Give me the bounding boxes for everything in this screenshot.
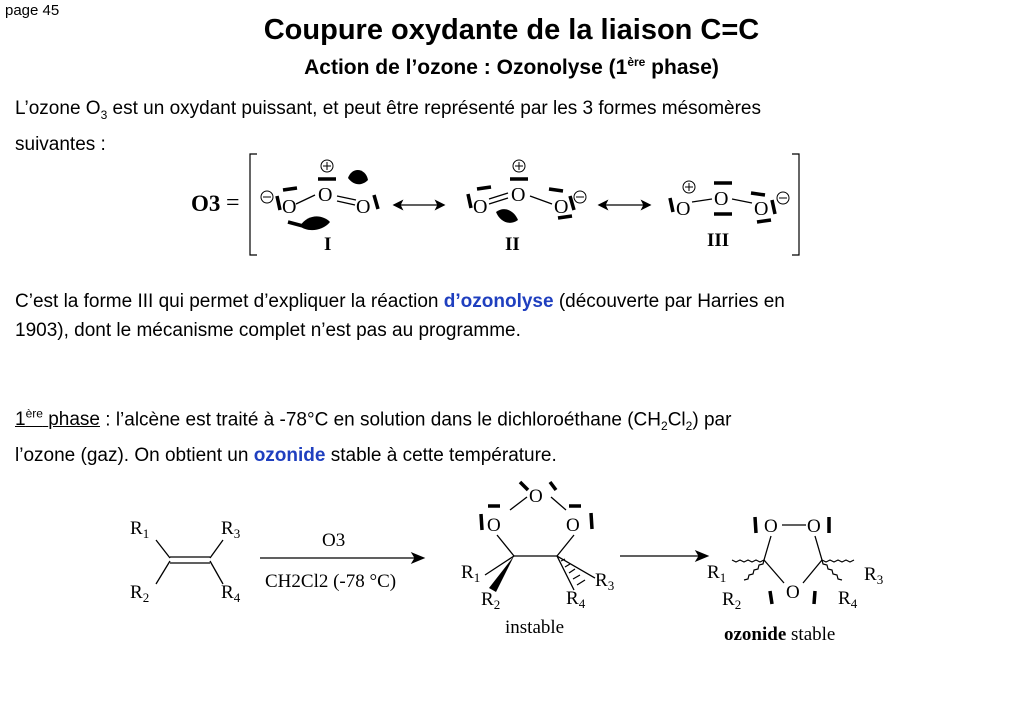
svg-text:O: O [318, 184, 333, 206]
svg-text:R1: $R_1$ [461, 562, 481, 585]
label-II: II [505, 234, 520, 255]
form-III [670, 181, 789, 251]
label-III: III [707, 230, 730, 251]
svg-text:R2: $R_2$ [481, 589, 501, 612]
svg-text:O: O [807, 516, 821, 537]
svg-text:O: O [356, 196, 371, 218]
svg-text:R3: $R_3$ [595, 570, 615, 593]
form-I [261, 160, 378, 255]
page-subtitle: Action de l’ozone : Ozonolyse (1ère phase) [304, 55, 719, 79]
svg-text:R2: $R_2$ [130, 582, 150, 605]
resonance-arrow-1 [394, 201, 444, 209]
svg-text:R1: $R_1$ [130, 518, 150, 541]
page-title: Coupure oxydante de la liaison C=C [263, 14, 760, 46]
svg-text:R3: $R_3$ [864, 564, 884, 587]
right-bracket [792, 154, 799, 255]
left-bracket [250, 154, 257, 255]
o3-formula: O3 [191, 191, 221, 216]
svg-text:O: O [764, 516, 778, 537]
resonance-arrow-2 [599, 201, 650, 209]
svg-text:R4: $R_4$ [221, 582, 241, 605]
svg-text:O: O [754, 198, 769, 220]
intro-paragraph: L’ozone $O_3$ est un oxydant puissant, et peut être représenté par les 3 formes mésomères suivantes : [15, 98, 761, 155]
label-I: I [324, 234, 332, 255]
svg-text:O: O [529, 486, 543, 507]
form-II [468, 160, 586, 255]
svg-text:O: O [676, 198, 691, 220]
reaction-arrow-2 [620, 551, 708, 561]
ozonide-stable-label: ozonide stable [724, 624, 836, 645]
page-number: page 45 [5, 2, 60, 19]
molozonide [461, 482, 614, 638]
svg-text:O: O [487, 515, 501, 536]
svg-text:O: O [282, 196, 297, 218]
svg-text:O: O [566, 515, 580, 536]
reagent-label: O3 [322, 530, 346, 551]
conditions-label: CH2Cl2 (-78 °C) [265, 571, 397, 592]
reaction-arrow-1 [260, 530, 424, 592]
svg-text:O: O [511, 184, 526, 206]
phase-paragraph: 1ère phase : l’alcène est traité à -78°C en solution dans le dichloroéthane $(CH_2Cl_2)$ par l’ozone (gaz). On obtient un ozonide stable à cette température. [15, 407, 732, 467]
svg-text:O: O [554, 196, 569, 218]
alkene [130, 518, 241, 605]
ozonolyse-highlight: d’ozonolyse [443, 291, 554, 312]
ozone-mesomers [191, 154, 799, 255]
ozonide [707, 516, 883, 645]
equals-sign: = [226, 190, 240, 216]
svg-text:R3: $R_3$ [221, 518, 241, 541]
svg-text:R4: $R_4$ [838, 588, 858, 611]
svg-text:O: O [786, 582, 800, 603]
svg-text:R4: $R_4$ [566, 588, 586, 611]
reaction-scheme [130, 482, 883, 645]
ozonide-highlight: ozonide [253, 445, 326, 467]
forme-III-paragraph: C’est la forme III qui permet d’expliquer la réaction d’ozonolyse (découverte par Harries en 1903), dont le mécanisme complet n’est pas au programme. [15, 291, 785, 341]
svg-text:R1: $R_1$ [707, 562, 727, 585]
svg-text:R2: $R_2$ [722, 589, 742, 612]
instable-label: instable [505, 617, 565, 638]
svg-text:O: O [714, 188, 729, 210]
svg-text:O: O [473, 196, 488, 218]
